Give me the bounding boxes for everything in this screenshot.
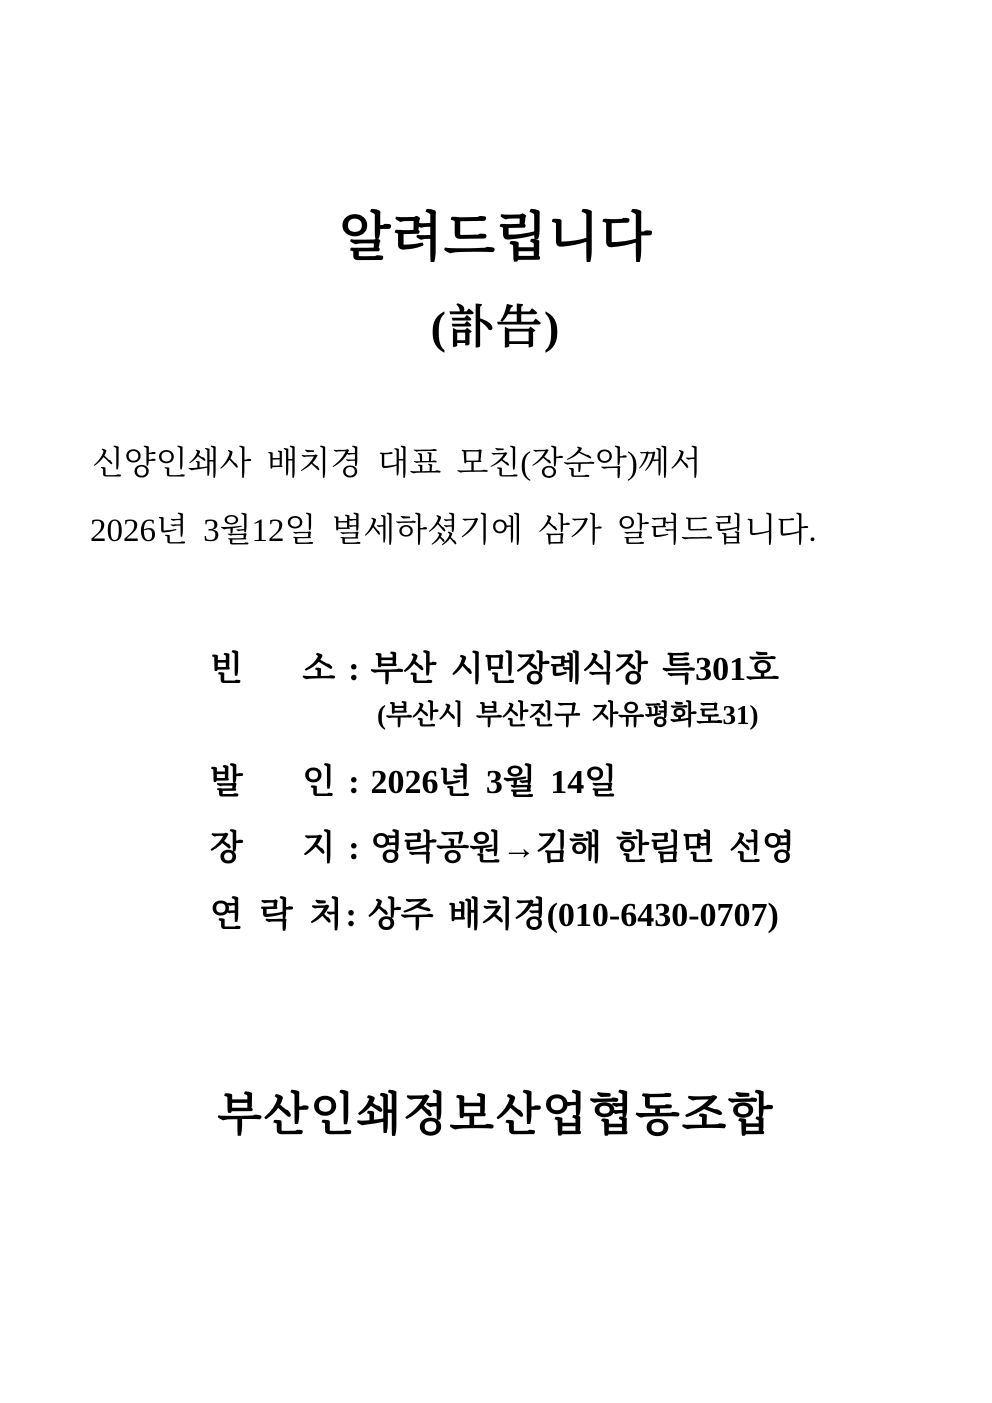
detail-row-funeral-date: [210, 766, 617, 800]
notice-subtitle-hanja: (訃告): [430, 302, 562, 353]
detail-value-funeral-date: 2026년 3월 14일: [370, 764, 618, 801]
detail-label-contact: 연 락 처: [210, 897, 343, 934]
detail-row-contact: [210, 899, 779, 933]
detail-separator-colon: :: [345, 897, 357, 934]
detail-separator-colon: :: [348, 830, 360, 867]
detail-value-burial-site: 영락공원→김해 한림면 선영: [370, 830, 795, 867]
notice-title: 알려드립니다: [339, 209, 653, 267]
detail-label-mortuary: 빈 소: [210, 651, 336, 688]
notice-body-line-1: 신양인쇄사 배치경 대표 모친(장순악)께서: [92, 446, 702, 482]
notice-body-line-2: 2026년 3월12일 별세하셨기에 삼가 알려드립니다.: [90, 513, 817, 549]
detail-value-mortuary: 부산 시민장례식장 특301호: [370, 651, 779, 688]
detail-label-burial-site: 장 지: [210, 830, 336, 867]
detail-separator-colon: :: [348, 764, 360, 801]
organization-name: 부산인쇄정보산업협동조합: [217, 1089, 775, 1140]
detail-value-contact-phone: 상주 배치경(010-6430-0707): [367, 897, 779, 934]
detail-row-burial-site: [210, 832, 795, 866]
detail-separator-colon: :: [348, 651, 360, 688]
detail-note-mortuary-address: (부산시 부산진구 자유평화로31): [377, 700, 759, 730]
detail-row-mortuary: [210, 653, 779, 687]
detail-label-funeral-date: 발 인: [210, 764, 336, 801]
